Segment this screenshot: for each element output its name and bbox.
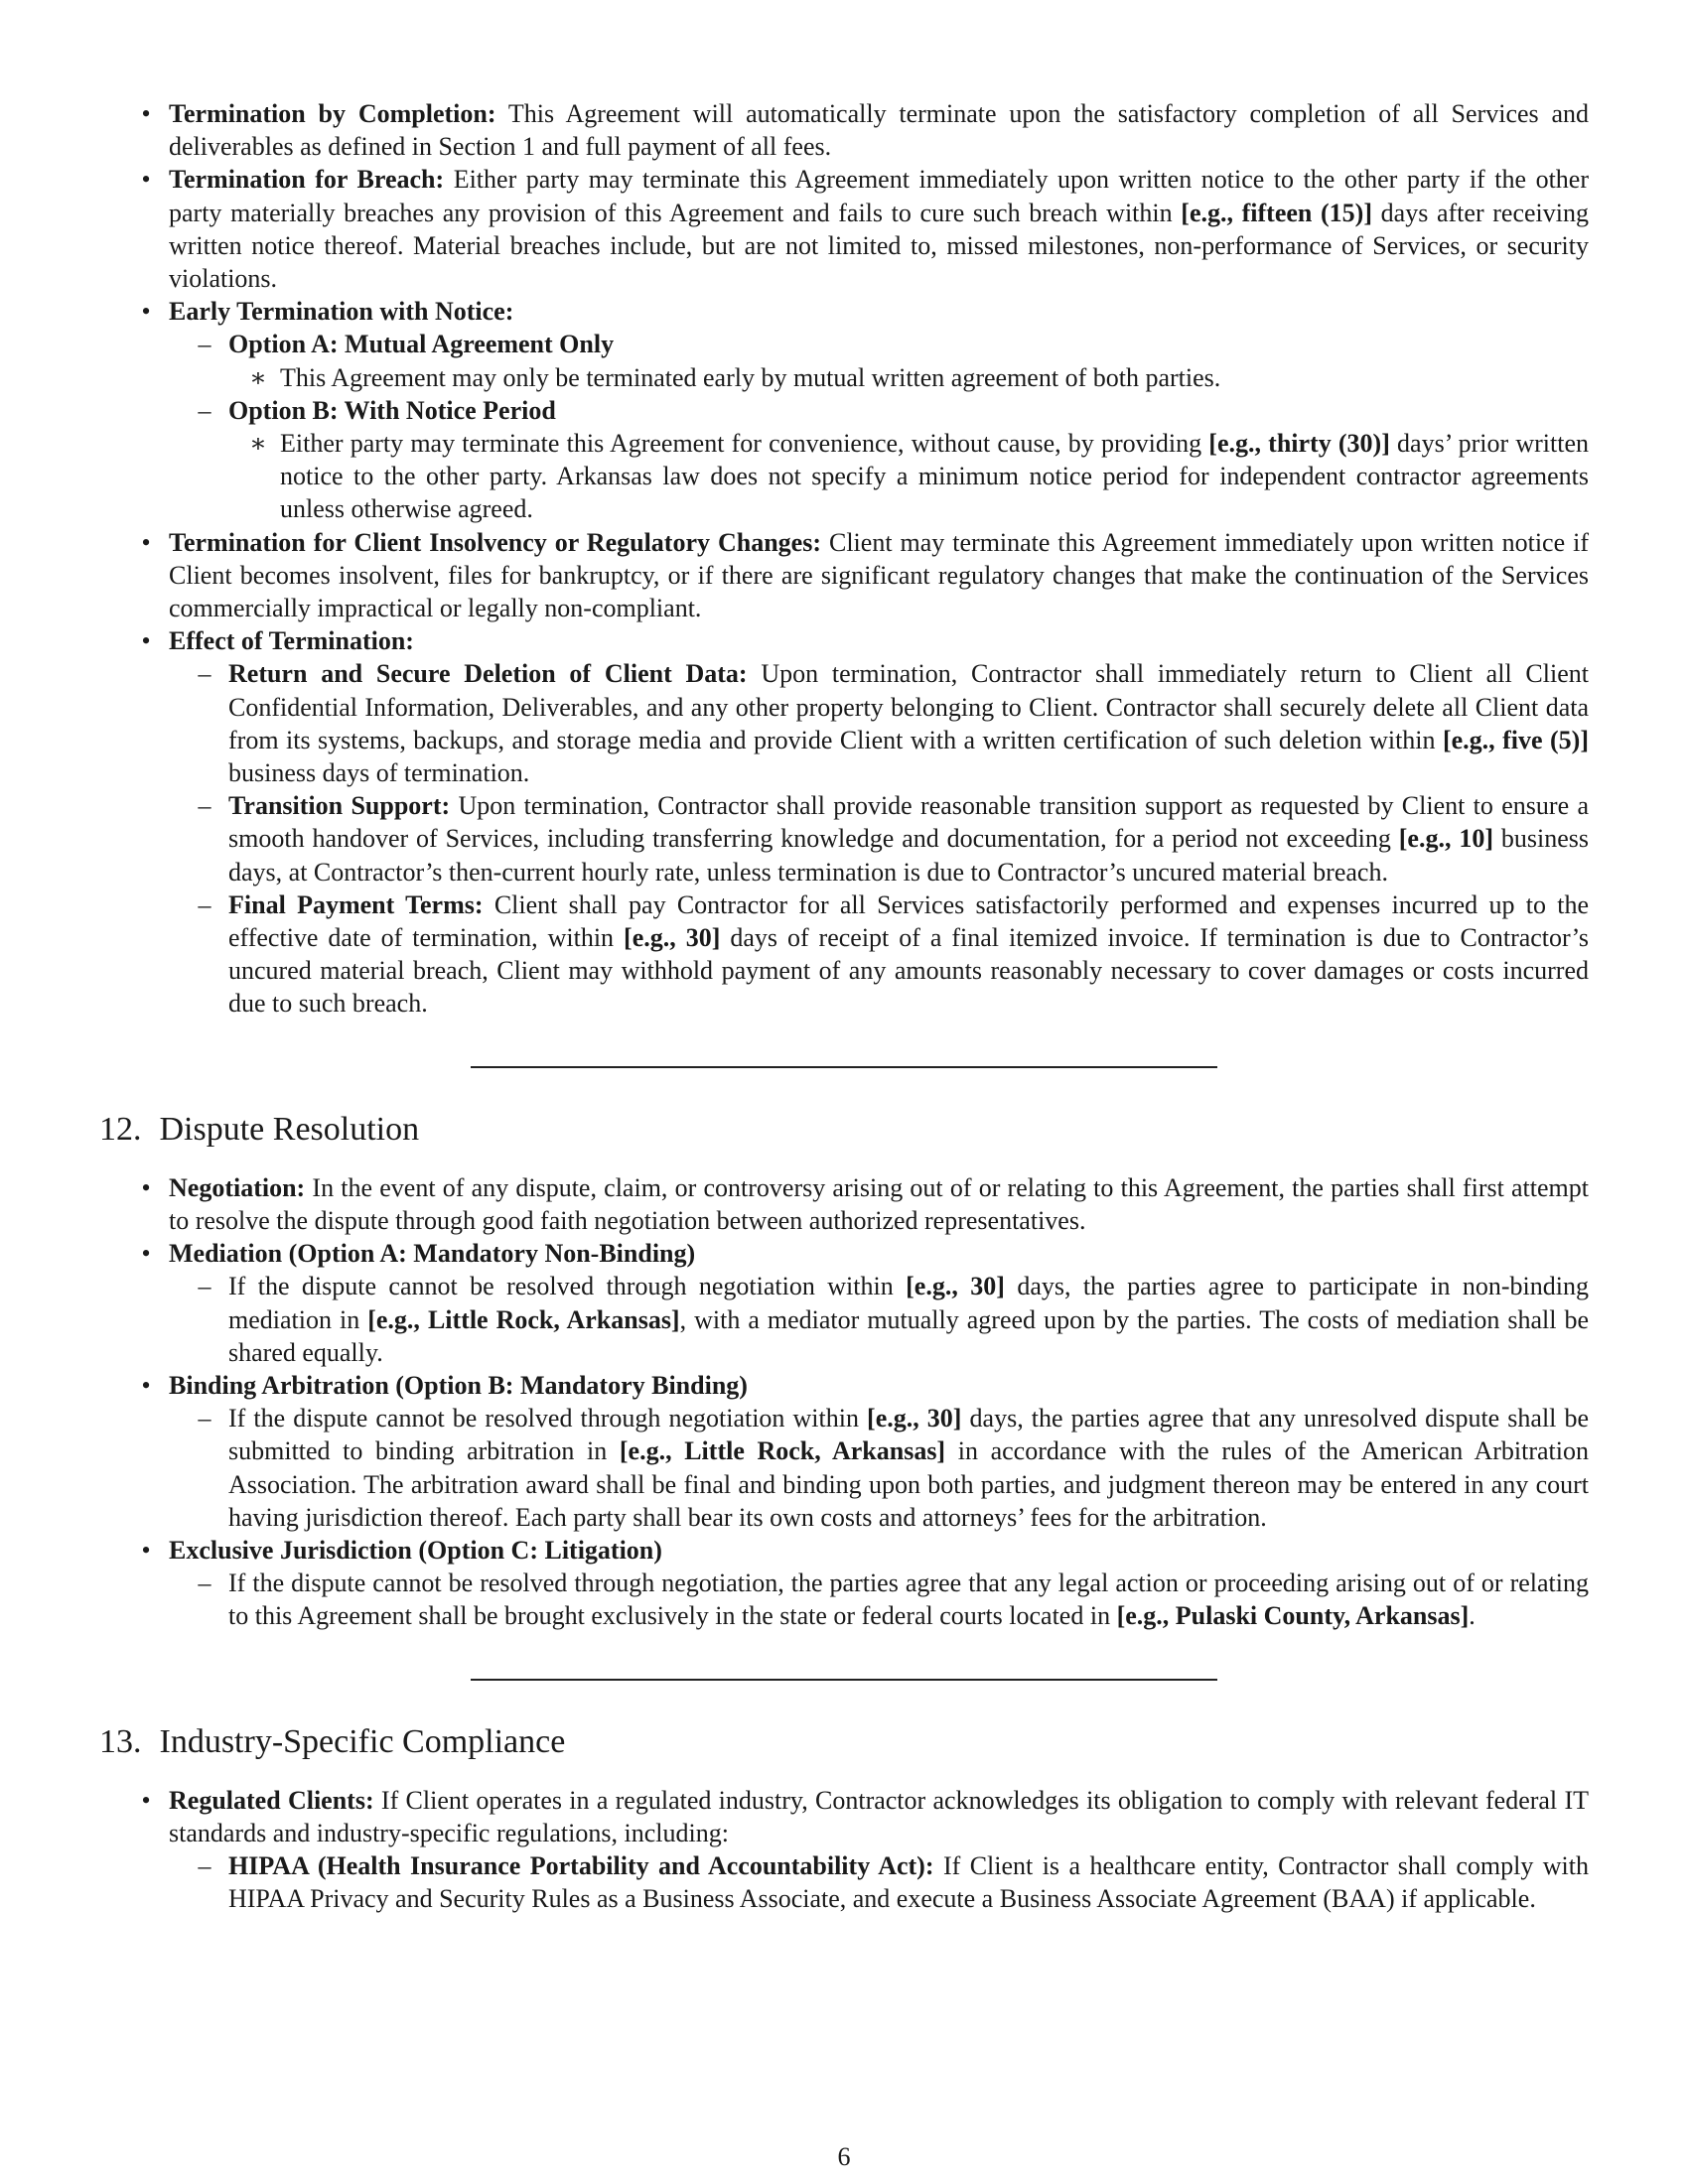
sub-list — [169, 1849, 1589, 1915]
sub-sub-list — [228, 361, 1589, 394]
item-label: Early Termination with Notice: — [169, 297, 514, 327]
dash-icon: – — [198, 1569, 211, 1598]
item-label: Negotiation: — [169, 1172, 306, 1202]
sub-list-item — [169, 789, 1589, 888]
sub-label: HIPAA (Health Insurance Portability and Accountability Act): — [228, 1850, 934, 1880]
option-text: Either party may terminate this Agreement for convenience, without cause, by providing — [280, 429, 1209, 459]
compliance-list — [99, 1784, 1589, 1916]
placeholder-value: [e.g., Pulaski County, Arkansas] — [1116, 1601, 1470, 1631]
placeholder-value: [e.g., 30] — [867, 1404, 962, 1433]
sub-label: Return and Secure Deletion of Client Data: — [228, 659, 748, 689]
sub-list — [169, 657, 1589, 1020]
option-label: Option B: With Notice Period — [228, 395, 556, 425]
option-text: This Agreement may only be terminated early by mutual written agreement of both parties. — [280, 362, 1221, 392]
bullet-icon: • — [141, 1239, 151, 1269]
list-item — [99, 1369, 1589, 1534]
item-label: Exclusive Jurisdiction (Option C: Litigation) — [169, 1535, 662, 1565]
bullet-icon: • — [141, 1785, 151, 1815]
section-divider — [471, 1066, 1217, 1068]
sub-text: in accordance with the rules of the American Arbitration Association. The arbitration award shall be final and binding upon both parties, and judgment thereon may be entered in any court having jurisdiction thereof. Each party shall bear its own costs and attorneys’ fees for the arbitration. — [228, 1436, 1589, 1532]
placeholder-value: [e.g., 30] — [906, 1272, 1005, 1301]
bullet-icon: • — [141, 1172, 151, 1202]
placeholder-value: [e.g., 10] — [1398, 824, 1493, 854]
option-text: days’ prior written notice to the other party. Arkansas law does not specify a minimum notice period for independent contractor agreements unless otherwise agreed. — [280, 429, 1590, 524]
sub-text: business days, at Contractor’s then-current hourly rate, unless termination is due to Contractor’s uncured material breach. — [228, 824, 1589, 887]
section-number: 13. — [99, 1722, 142, 1760]
sub-list-item — [169, 657, 1589, 789]
section-title: Dispute Resolution — [159, 1110, 420, 1148]
section-divider — [471, 1679, 1217, 1681]
bullet-icon: • — [141, 527, 151, 557]
sub-text: If the dispute cannot be resolved through negotiation within — [228, 1272, 907, 1301]
list-item — [99, 163, 1589, 295]
bullet-icon: • — [141, 165, 151, 195]
bullet-icon: • — [141, 297, 151, 327]
list-item — [99, 1237, 1589, 1369]
dash-icon: – — [198, 330, 211, 359]
sub-list — [169, 1270, 1589, 1369]
page-number: 6 — [837, 2142, 851, 2171]
dash-icon: – — [198, 1404, 211, 1433]
section-heading — [99, 1722, 1589, 1762]
dash-icon: – — [198, 1850, 211, 1880]
sub-list — [169, 1567, 1589, 1632]
sub-text: days, the parties agree that any unresolved dispute shall be submitted to binding arbitration in — [228, 1404, 1590, 1466]
item-text: days after receiving written notice thereof. Material breaches include, but are not limited to, missed milestones, non-performance of Services, or security violations. — [169, 198, 1589, 294]
item-label: Termination for Breach: — [169, 165, 445, 195]
dash-icon: – — [198, 791, 211, 821]
item-text: Either party may terminate this Agreement immediately upon written notice to the other party if the other party materially breaches any provision of this Agreement and fails to cure such breach within — [169, 165, 1589, 227]
section-heading — [99, 1110, 1589, 1150]
sub-text: Upon termination, Contractor shall immediately return to Client all Client Confidential Information, Deliverables, and any other property belonging to Client. Contractor shall securely delete all Client data from its systems, backups, and storage media and provide Client with a written certification of such deletion within — [228, 659, 1589, 754]
item-label: Termination by Completion: — [169, 99, 496, 128]
item-label: Regulated Clients: — [169, 1785, 374, 1815]
sub-list-item — [169, 1849, 1589, 1915]
list-item — [99, 624, 1589, 1020]
section-title: Industry-Specific Compliance — [159, 1722, 566, 1760]
sub-text: If the dispute cannot be resolved through negotiation within — [228, 1404, 868, 1433]
sub-label: Final Payment Terms: — [228, 889, 484, 919]
dash-icon: – — [198, 1272, 211, 1301]
sub-text: days, the parties agree to participate in non-binding mediation in — [228, 1272, 1589, 1334]
placeholder-value: [e.g., Little Rock, Arkansas] — [367, 1304, 680, 1334]
placeholder-value: [e.g., five (5)] — [1442, 725, 1589, 754]
sub-label: Transition Support: — [228, 791, 451, 821]
sub-list-item — [169, 394, 1589, 526]
dispute-list — [99, 1171, 1589, 1633]
dash-icon: – — [198, 395, 211, 425]
placeholder-value: [e.g., thirty (30)] — [1208, 429, 1390, 459]
bullet-icon: • — [141, 99, 151, 128]
item-text: In the event of any dispute, claim, or controversy arising out of or relating to this Agreement, the parties shall first attempt to resolve the dispute through good faith negotiation between authorized representatives. — [169, 1172, 1589, 1235]
item-text: If Client operates in a regulated industry, Contractor acknowledges its obligation to comply with relevant federal IT standards and industry-specific regulations, including: — [169, 1785, 1589, 1847]
placeholder-value: [e.g., fifteen (15)] — [1181, 198, 1373, 227]
sub-text: , with a mediator mutually agreed upon by the parties. The costs of mediation shall be shared equally. — [228, 1304, 1589, 1367]
list-item — [99, 97, 1589, 163]
list-item — [99, 295, 1589, 525]
asterisk-icon: ∗ — [249, 429, 267, 459]
list-item — [99, 1171, 1589, 1237]
sub-list — [169, 328, 1589, 525]
bullet-icon: • — [141, 626, 151, 656]
sub-text: . — [1469, 1601, 1476, 1631]
bullet-icon: • — [141, 1535, 151, 1565]
bullet-icon: • — [141, 1370, 151, 1400]
sub-text: Client shall pay Contractor for all Services satisfactorily performed and expenses incurred up to the effective date of termination, within — [228, 889, 1589, 953]
list-item — [99, 1534, 1589, 1633]
asterisk-icon: ∗ — [249, 362, 267, 392]
item-label: Effect of Termination: — [169, 626, 414, 656]
sub-list-item — [169, 1567, 1589, 1632]
placeholder-value: [e.g., 30] — [624, 923, 721, 953]
section-number: 12. — [99, 1110, 142, 1148]
sub-text: days of receipt of a final itemized invoice. If termination is due to Contractor’s uncured material breach, Client may withhold payment of any amounts reasonably necessary to cover damages or costs incurred due to such breach. — [228, 923, 1589, 1019]
item-label: Binding Arbitration (Option B: Mandatory Binding) — [169, 1370, 748, 1400]
list-item — [99, 1784, 1589, 1916]
sub-list-item — [169, 1402, 1589, 1534]
dash-icon: – — [198, 659, 211, 689]
placeholder-value: [e.g., Little Rock, Arkansas] — [619, 1436, 946, 1466]
sub-list — [169, 1402, 1589, 1534]
option-label: Option A: Mutual Agreement Only — [228, 330, 615, 359]
sub-sub-list-item — [228, 361, 1589, 394]
sub-sub-list-item — [228, 427, 1589, 526]
sub-list-item — [169, 328, 1589, 393]
list-item — [99, 526, 1589, 625]
sub-list-item — [169, 1270, 1589, 1369]
sub-sub-list — [228, 427, 1589, 526]
dash-icon: – — [198, 889, 211, 919]
sub-list-item — [169, 888, 1589, 1021]
item-text: Client may terminate this Agreement immediately upon written notice if Client becomes insolvent, files for bankruptcy, or if there are significant regulatory changes that make the continuation of the Services commercially impractical or legally non-compliant. — [169, 527, 1590, 623]
sub-text: If the dispute cannot be resolved through negotiation, the parties agree that any legal action or proceeding arising out of or relating to this Agreement shall be brought exclusively in the state or federal courts located in — [228, 1569, 1589, 1631]
sub-text: If Client is a healthcare entity, Contractor shall comply with HIPAA Privacy and Security Rules as a Business Associate, and execute a Business Associate Agreement (BAA) if applicable. — [228, 1850, 1589, 1914]
item-label: Termination for Client Insolvency or Regulatory Changes: — [169, 527, 821, 557]
sub-text: Upon termination, Contractor shall provide reasonable transition support as requested by Client to ensure a smooth handover of Services, including transferring knowledge and documentation, for a period not exceeding — [228, 791, 1589, 854]
sub-text: business days of termination. — [228, 758, 530, 788]
item-text: This Agreement will automatically terminate upon the satisfactory completion of all Services and deliverables as defined in Section 1 and full payment of all fees. — [169, 99, 1590, 162]
termination-list — [99, 97, 1589, 1021]
item-label: Mediation (Option A: Mandatory Non-Binding) — [169, 1239, 696, 1269]
